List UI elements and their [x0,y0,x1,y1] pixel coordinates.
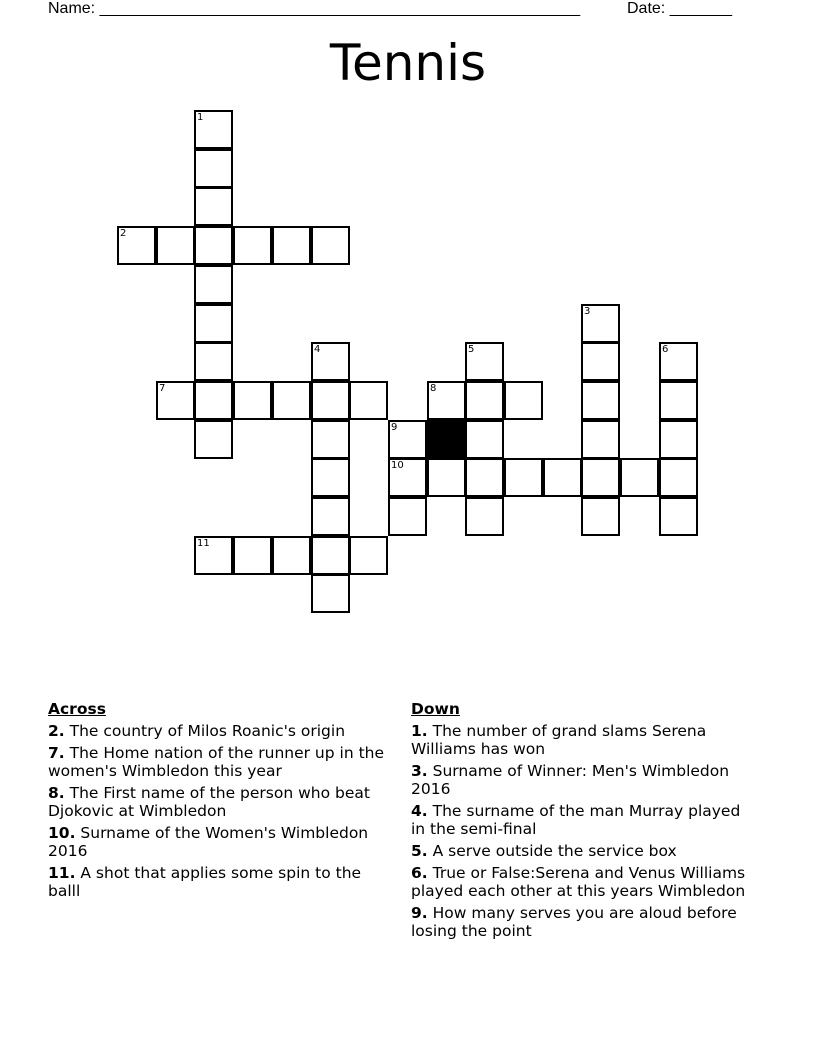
clue-text: The First name of the person who beat Djokovic at Wimbledon [48,784,370,820]
grid-cell[interactable] [465,381,504,420]
grid-cell[interactable] [659,381,698,420]
clue-across-11 [48,864,388,900]
clue-number: 6. [411,864,428,882]
grid-cell[interactable] [311,574,350,613]
grid-cell[interactable] [388,458,427,497]
clue-number: 11. [48,864,76,882]
down-heading: Down [411,700,460,718]
grid-cell[interactable] [194,536,233,575]
grid-cell[interactable] [194,381,233,420]
grid-cell[interactable] [465,497,504,536]
cell-number: 6 [662,344,669,355]
grid-cell[interactable] [156,381,195,420]
black-square [427,420,466,459]
grid-cell[interactable] [659,497,698,536]
clue-number: 9. [411,904,428,922]
grid-cell[interactable] [543,458,582,497]
grid-cell[interactable] [504,381,543,420]
clue-down-3 [411,762,756,798]
grid-cell[interactable] [194,342,233,381]
grid-cell[interactable] [581,420,620,459]
grid-cell[interactable] [465,458,504,497]
clue-text: True or False:Serena and Venus Williams played each other at this years Wimbledon [411,864,746,900]
across-heading: Across [48,700,106,718]
clue-text: Surname of Winner: Men's Wimbledon 2016 [411,762,730,798]
clue-across-8 [48,784,388,820]
clue-number: 4. [411,802,428,820]
name-field-label: Name: ______________________________________________________ [48,0,581,17]
clue-number: 8. [48,784,65,802]
grid-cell[interactable] [311,497,350,536]
grid-cell[interactable] [311,226,350,265]
cell-number: 5 [468,344,475,355]
clue-down-9 [411,904,756,940]
grid-cell[interactable] [465,342,504,381]
grid-cell[interactable] [581,458,620,497]
grid-cell[interactable] [272,226,311,265]
grid-cell[interactable] [349,381,388,420]
clue-text: A serve outside the service box [432,842,677,860]
clue-down-6 [411,864,756,900]
down-clues [411,700,756,944]
grid-cell[interactable] [581,381,620,420]
grid-cell[interactable] [194,420,233,459]
grid-cell[interactable] [581,342,620,381]
grid-cell[interactable] [311,420,350,459]
clue-across-2 [48,722,388,740]
clue-number: 2. [48,722,65,740]
grid-cell[interactable] [311,458,350,497]
cell-number: 7 [159,383,166,394]
clue-across-7 [48,744,388,780]
grid-cell[interactable] [659,420,698,459]
grid-cell[interactable] [233,536,272,575]
clue-text: The number of grand slams Serena Williams has won [411,722,707,758]
clue-text: A shot that applies some spin to the balll [48,864,362,900]
grid-cell[interactable] [194,265,233,304]
grid-cell[interactable] [465,420,504,459]
page-title: Tennis [329,34,487,92]
cell-number: 11 [197,538,210,549]
grid-cell[interactable] [272,536,311,575]
clue-text: How many serves you are aloud before losing the point [411,904,737,940]
clue-down-4 [411,802,756,838]
grid-cell[interactable] [349,536,388,575]
grid-cell[interactable] [620,458,659,497]
grid-cell[interactable] [311,536,350,575]
grid-cell[interactable] [233,381,272,420]
clue-number: 7. [48,744,65,762]
grid-cell[interactable] [427,381,466,420]
clue-text: Surname of the Women's Wimbledon 2016 [48,824,369,860]
clue-text: The Home nation of the runner up in the women's Wimbledon this year [48,744,385,780]
clue-number: 5. [411,842,428,860]
cell-number: 9 [391,422,398,433]
clue-number: 10. [48,824,76,842]
cell-number: 10 [391,460,404,471]
grid-cell[interactable] [388,420,427,459]
cell-number: 4 [314,344,321,355]
grid-cell[interactable] [581,497,620,536]
grid-cell[interactable] [659,458,698,497]
clue-text: The country of Milos Roanic's origin [69,722,346,740]
clue-number: 3. [411,762,428,780]
grid-cell[interactable] [194,110,233,149]
clue-text: The surname of the man Murray played in the semi-final [411,802,741,838]
grid-cell[interactable] [504,458,543,497]
clue-down-1 [411,722,756,758]
clue-number: 1. [411,722,428,740]
grid-cell[interactable] [194,226,233,265]
cell-number: 8 [430,383,437,394]
clue-down-5 [411,842,756,860]
grid-cell[interactable] [427,458,466,497]
grid-cell[interactable] [117,226,156,265]
grid-cell[interactable] [233,226,272,265]
grid-cell[interactable] [581,304,620,343]
grid-cell[interactable] [194,187,233,226]
grid-cell[interactable] [156,226,195,265]
clue-across-10 [48,824,388,860]
grid-cell[interactable] [311,381,350,420]
grid-cell[interactable] [194,304,233,343]
date-field-label: Date: _______ [627,0,732,17]
grid-cell[interactable] [311,342,350,381]
cell-number: 1 [197,112,204,123]
across-clues [48,700,388,904]
cell-number: 3 [584,306,591,317]
grid-cell[interactable] [659,342,698,381]
cell-number: 2 [120,228,127,239]
grid-cell[interactable] [194,149,233,188]
grid-cell[interactable] [388,497,427,536]
grid-cell[interactable] [272,381,311,420]
